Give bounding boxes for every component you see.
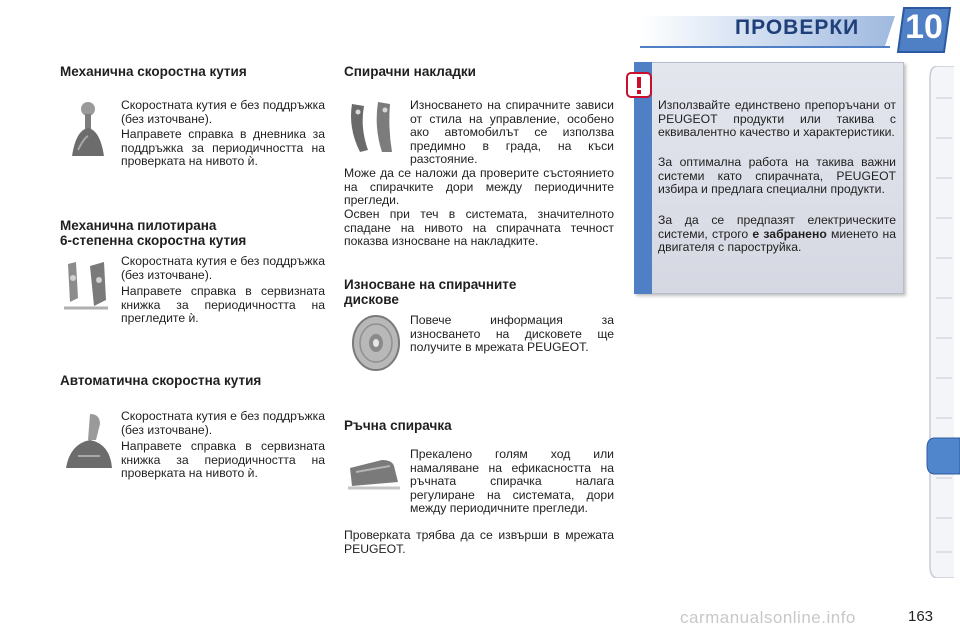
brake-pads-intro: Износването на спирачните зависи от стила на управление, особено ако автомобилът се използва предимно в града, на къси разстояние. [410,98,614,167]
brake-pads-text-2: Освен при теч в системата, значителното спадане на нивото на спирачната течност показва износване на накладките. [344,207,614,249]
brake-pads-heading: Спирачни накладки [344,64,476,79]
chapter-number: 10 [905,8,943,46]
brake-disc-icon [350,314,402,372]
notice-text-1: Използвайте единствено препоръчани от PEUGEOT продукти или такива с еквивалентно качество и характеристики. [658,98,896,140]
notice-text-3-bold: е забранено [752,226,827,241]
piloted-gearbox-text-2: Направете справка в сервизната книжка за периодичността на прегледите ѝ. [121,284,325,326]
notice-text-3 [658,214,896,255]
handbrake-heading: Ръчна спирачка [344,418,452,433]
handbrake-text: Прекалено голям ход или намаляване на ефикасността на ръчната спирачка налага регулиране на системата, дори между периодичните прегледи. [410,447,614,516]
automatic-gear-selector-icon [60,410,116,470]
brake-discs-heading-1: Износване на спирачните [344,277,517,292]
automatic-gearbox-text-2: Направете справка в сервизната книжка за периодичността на проверката на нивото ѝ. [121,439,325,481]
notice-text-3-start: За да се предпазят електрическите системи, строго [658,213,896,241]
chapter-tab-active[interactable] [925,436,960,476]
handbrake-closing: Проверката трябва да се извърши в мрежата PEUGEOT. [344,528,614,556]
paddle-shifters-icon [60,258,112,314]
page-title: ПРОВЕРКИ [735,16,860,39]
brake-pads-icon [346,98,402,156]
manual-gear-lever-icon [62,100,110,158]
automatic-gearbox-heading: Автоматична скоростна кутия [60,373,262,388]
manual-gearbox-heading: Механична скоростна кутия [60,64,247,79]
page-number: 163 [908,608,934,625]
manual-gearbox-text-1: Скоростната кутия е без поддръжка (без източване). [121,98,325,126]
automatic-gearbox-text-1: Скоростната кутия е без поддръжка (без източване). [121,409,325,437]
brake-discs-heading-2: дискове [344,292,399,307]
notice-text-2: За оптимална работа на такива важни системи като спирачната, PEUGEOT избира и предлага специални продукти. [658,155,896,197]
piloted-gearbox-heading-1: Механична пилотирана [60,218,217,233]
chapter-tab-rail [928,66,954,578]
notice-text-3-end: миенето на двигателя с пароструйка. [658,226,896,255]
warning-exclamation-icon [626,72,652,98]
piloted-gearbox-text-1: Скоростната кутия е без поддръжка (без източване). [121,254,325,282]
brake-discs-text: Повече информация за износването на дисковете ще получите в мрежата PEUGEOT. [410,313,614,355]
brake-pads-text-1: Може да се наложи да проверите състоянието на спирачките дори между периодичните прегледи. [344,166,614,208]
watermark: carmanualsonline.info [680,608,856,627]
piloted-gearbox-heading-2: 6-степенна скоростна кутия [60,233,247,248]
handbrake-lever-icon [346,452,402,492]
manual-gearbox-text-2: Направете справка в дневника за поддръжка за периодичността на проверката на нивото ѝ. [121,127,325,169]
